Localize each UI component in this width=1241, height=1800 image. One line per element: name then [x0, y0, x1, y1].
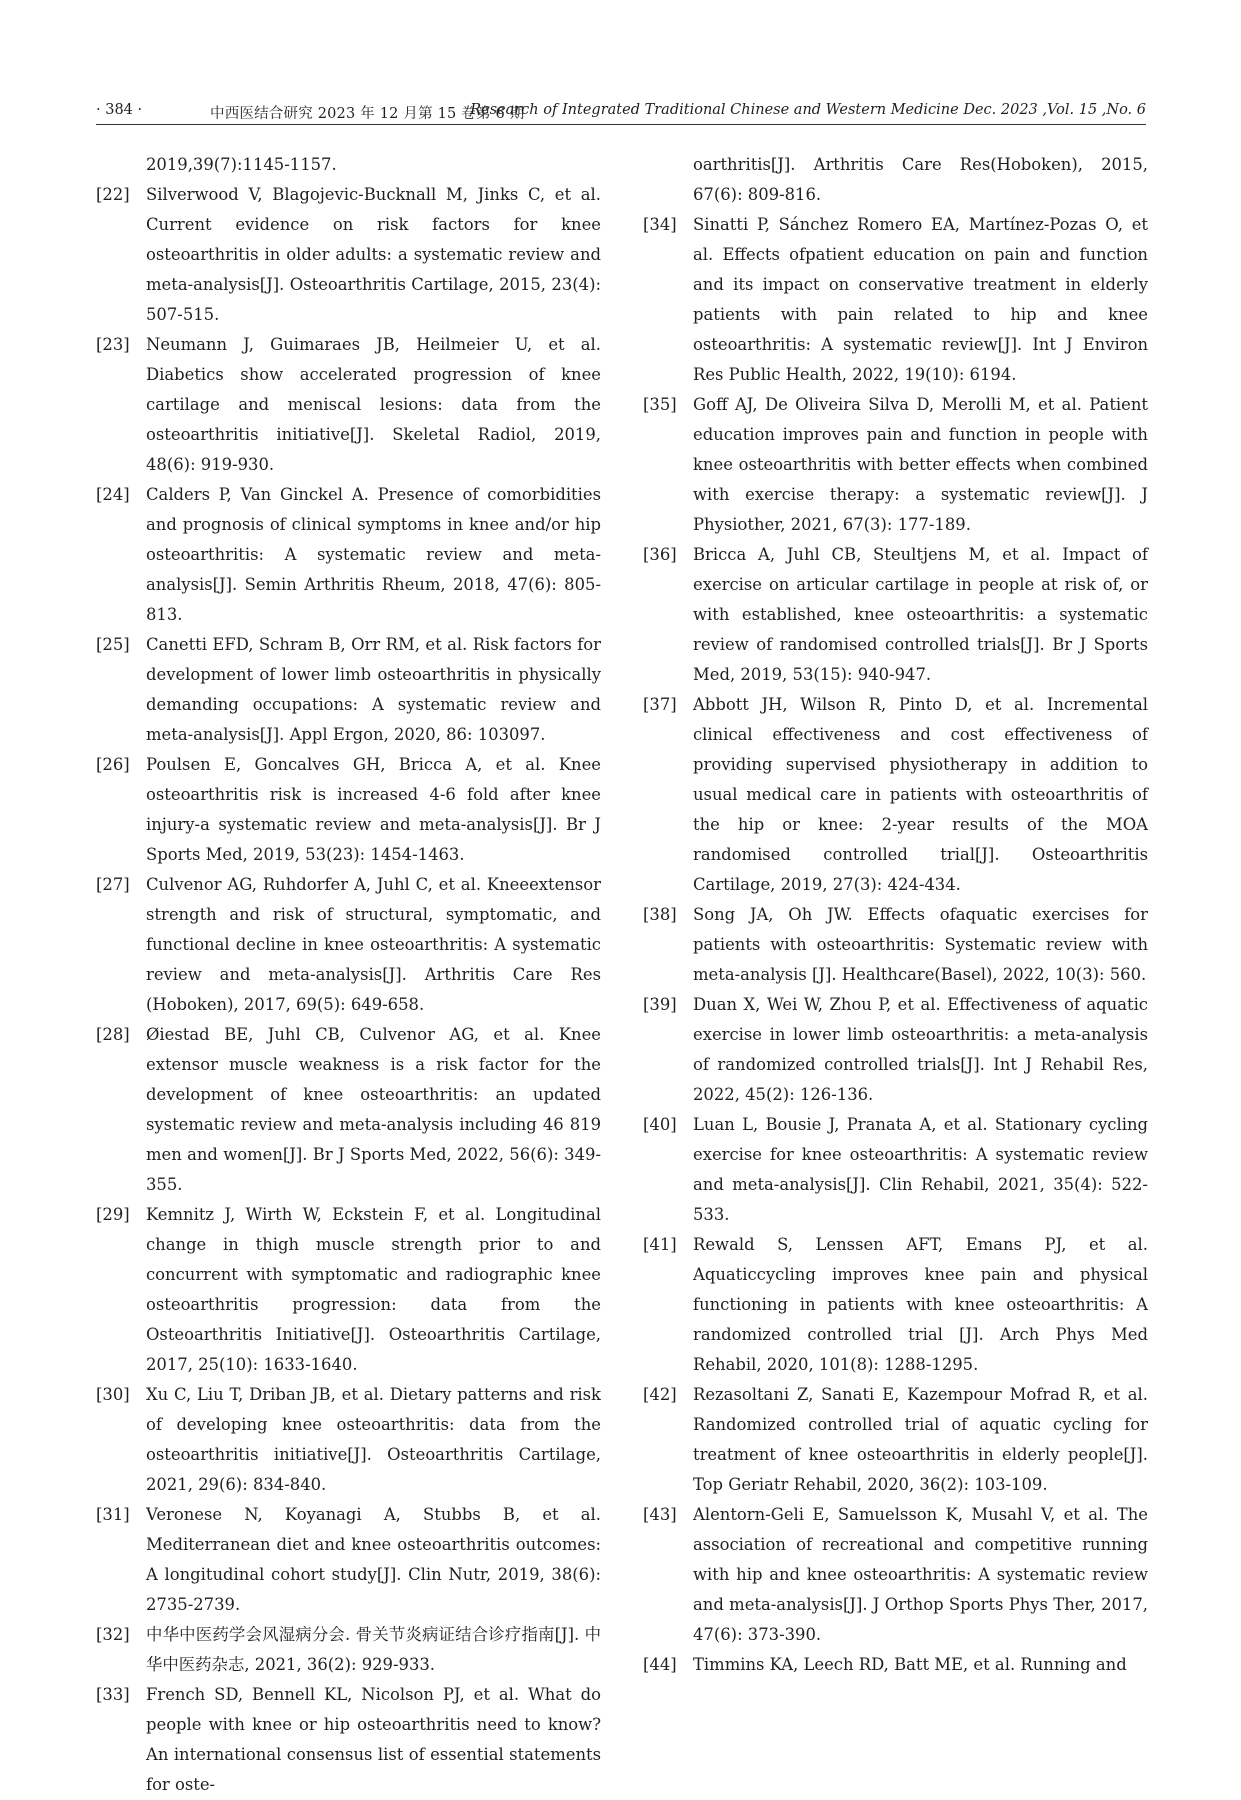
reference-column-left	[96, 150, 601, 1800]
reference-continuation: 2019,39(7):1145-1157.	[146, 155, 337, 174]
reference-text: Øiestad BE, Juhl CB, Culvenor AG, et al. Knee extensor muscle weakness is a risk factor for the development of knee osteoarthritis: an updated systematic review and meta-analysis including 46 819 men and women[J]. Br J Sports Med, 2022, 56(6): 349-355.	[146, 1025, 601, 1194]
reference-number: [22]	[96, 185, 130, 204]
reference-number: [37]	[643, 695, 677, 714]
reference-text: Alentorn-Geli E, Samuelsson K, Musahl V, et al. The association of recreational and competitive running with hip and knee osteoarthritis: A systematic review and meta-analysis[J]. J Orthop Sports Phys Ther, 2017, 47(6): 373-390.	[693, 1505, 1148, 1644]
reference-text: Luan L, Bousie J, Pranata A, et al. Stationary cycling exercise for knee osteoarthritis: A systematic review and meta-analysis[J]. Clin Rehabil, 2021, 35(4): 522-533.	[693, 1115, 1148, 1224]
reference-number: [26]	[96, 755, 130, 774]
reference-item	[96, 870, 601, 1020]
reference-text: Veronese N, Koyanagi A, Stubbs B, et al. Mediterranean diet and knee osteoarthritis outcomes: A longitudinal cohort study[J]. Clin Nutr, 2019, 38(6): 2735-2739.	[146, 1505, 601, 1614]
reference-number: [24]	[96, 485, 130, 504]
reference-item	[96, 1680, 601, 1800]
reference-item	[96, 1500, 601, 1620]
reference-item	[96, 180, 601, 330]
reference-number: [25]	[96, 635, 130, 654]
reference-item	[96, 1020, 601, 1200]
reference-number: [40]	[643, 1115, 677, 1134]
reference-number: [30]	[96, 1385, 130, 1404]
reference-number: [41]	[643, 1235, 677, 1254]
reference-continuation: oarthritis[J]. Arthritis Care Res(Hoboken), 2015, 67(6): 809-816.	[693, 155, 1148, 204]
reference-item	[96, 750, 601, 870]
reference-item	[643, 540, 1148, 690]
reference-item	[643, 1380, 1148, 1500]
reference-text: Song JA, Oh JW. Effects ofaquatic exercises for patients with osteoarthritis: Systematic review with meta-analysis [J]. Healthcare(Basel), 2022, 10(3): 560.	[693, 905, 1148, 984]
reference-text: Calders P, Van Ginckel A. Presence of comorbidities and prognosis of clinical symptoms in knee and/or hip osteoarthritis: A systematic review and meta-analysis[J]. Semin Arthritis Rheum, 2018, 47(6): 805-813.	[146, 485, 601, 624]
reference-text: Rewald S, Lenssen AFT, Emans PJ, et al. Aquaticcycling improves knee pain and physical functioning in patients with knee osteoarthritis: A randomized controlled trial [J]. Arch Phys Med Rehabil, 2020, 101(8): 1288-1295.	[693, 1235, 1148, 1374]
reference-item	[96, 480, 601, 630]
reference-item	[643, 690, 1148, 900]
journal-title-chinese: 中西医结合研究 2023 年 12 月第 15 卷第 6 期	[210, 106, 525, 122]
reference-number: [33]	[96, 1685, 130, 1704]
reference-text: Duan X, Wei W, Zhou P, et al. Effectiveness of aquatic exercise in lower limb osteoarthritis: a meta-analysis of randomized controlled trials[J]. Int J Rehabil Res, 2022, 45(2): 126-136.	[693, 995, 1148, 1104]
reference-text: Canetti EFD, Schram B, Orr RM, et al. Risk factors for development of lower limb osteoarthritis in physically demanding occupations: A systematic review and meta-analysis[J]. Appl Ergon, 2020, 86: 103097.	[146, 635, 601, 744]
reference-number: [38]	[643, 905, 677, 924]
reference-text: Silverwood V, Blagojevic-Bucknall M, Jinks C, et al. Current evidence on risk factors for knee osteoarthritis in older adults: a systematic review and meta-analysis[J]. Osteoarthritis Cartilage, 2015, 23(4): 507-515.	[146, 185, 601, 324]
reference-number: [34]	[643, 215, 677, 234]
reference-item	[96, 1200, 601, 1380]
page-number: · 384 ·	[96, 102, 143, 118]
reference-text: 中华中医药学会风湿病分会. 骨关节炎病证结合诊疗指南[J]. 中华中医药杂志, 2021, 36(2): 929-933.	[146, 1625, 601, 1674]
reference-number: [44]	[643, 1655, 677, 1674]
reference-item	[643, 900, 1148, 990]
reference-number: [43]	[643, 1505, 677, 1524]
reference-text: Timmins KA, Leech RD, Batt ME, et al. Running and	[693, 1655, 1127, 1674]
running-header	[96, 100, 1146, 125]
reference-item	[96, 330, 601, 480]
reference-text: French SD, Bennell KL, Nicolson PJ, et al. What do people with knee or hip osteoarthritis need to know? An international consensus list of essential statements for oste-	[146, 1685, 601, 1794]
reference-number: [39]	[643, 995, 677, 1014]
reference-text: Culvenor AG, Ruhdorfer A, Juhl C, et al. Kneeextensor strength and risk of structural, symptomatic, and functional decline in knee osteoarthritis: A systematic review and meta-analysis[J]. Arthritis Care Res (Hoboken), 2017, 69(5): 649-658.	[146, 875, 601, 1014]
journal-title-english: Research of Integrated Traditional Chinese and Western Medicine Dec. 2023 ,Vol. 15 ,No. 6	[470, 102, 1146, 118]
reference-item	[643, 1500, 1148, 1650]
reference-number: [36]	[643, 545, 677, 564]
reference-number: [42]	[643, 1385, 677, 1404]
reference-item	[643, 390, 1148, 540]
reference-text: Sinatti P, Sánchez Romero EA, Martínez-Pozas O, et al. Effects ofpatient education on pain and function and its impact on conservative treatment in elderly patients with pain related to hip and knee osteoarthritis: A systematic review[J]. Int J Environ Res Public Health, 2022, 19(10): 6194.	[693, 215, 1148, 384]
reference-text: Goff AJ, De Oliveira Silva D, Merolli M, et al. Patient education improves pain and function in people with knee osteoarthritis with better effects when combined with exercise therapy: a systematic review[J]. J Physiother, 2021, 67(3): 177-189.	[693, 395, 1148, 534]
reference-text: Abbott JH, Wilson R, Pinto D, et al. Incremental clinical effectiveness and cost effectiveness of providing supervised physiotherapy in addition to usual medical care in patients with osteoarthritis of the hip or knee: 2-year results of the MOA randomised controlled trial[J]. Osteoarthritis Cartilage, 2019, 27(3): 424-434.	[693, 695, 1148, 894]
reference-text: Bricca A, Juhl CB, Steultjens M, et al. Impact of exercise on articular cartilage in people at risk of, or with established, knee osteoarthritis: a systematic review of randomised controlled trials[J]. Br J Sports Med, 2019, 53(15): 940-947.	[693, 545, 1148, 684]
reference-text: Poulsen E, Goncalves GH, Bricca A, et al. Knee osteoarthritis risk is increased 4-6 fold after knee injury-a systematic review and meta-analysis[J]. Br J Sports Med, 2019, 53(23): 1454-1463.	[146, 755, 601, 864]
reference-item	[96, 1620, 601, 1680]
reference-number: [28]	[96, 1025, 130, 1044]
reference-text: Kemnitz J, Wirth W, Eckstein F, et al. Longitudinal change in thigh muscle strength prior to and concurrent with symptomatic and radiographic knee osteoarthritis progression: data from the Osteoarthritis Initiative[J]. Osteoarthritis Cartilage, 2017, 25(10): 1633-1640.	[146, 1205, 601, 1374]
reference-text: Rezasoltani Z, Sanati E, Kazempour Mofrad R, et al. Randomized controlled trial of aquatic cycling for treatment of knee osteoarthritis in elderly people[J]. Top Geriatr Rehabil, 2020, 36(2): 103-109.	[693, 1385, 1148, 1494]
reference-item	[96, 630, 601, 750]
reference-column-right	[643, 150, 1148, 1680]
reference-number: [31]	[96, 1505, 130, 1524]
reference-number: [23]	[96, 335, 130, 354]
reference-number: [32]	[96, 1625, 130, 1644]
reference-number: [35]	[643, 395, 677, 414]
reference-item	[643, 1650, 1148, 1680]
reference-text: Xu C, Liu T, Driban JB, et al. Dietary patterns and risk of developing knee osteoarthritis: data from the osteoarthritis initiative[J]. Osteoarthritis Cartilage, 2021, 29(6): 834-840.	[146, 1385, 601, 1494]
reference-item	[96, 1380, 601, 1500]
reference-text: Neumann J, Guimaraes JB, Heilmeier U, et al. Diabetics show accelerated progression of knee cartilage and meniscal lesions: data from the osteoarthritis initiative[J]. Skeletal Radiol, 2019, 48(6): 919-930.	[146, 335, 601, 474]
reference-item	[643, 990, 1148, 1110]
reference-item	[643, 1110, 1148, 1230]
reference-item	[643, 210, 1148, 390]
reference-number: [27]	[96, 875, 130, 894]
reference-item	[643, 1230, 1148, 1380]
reference-number: [29]	[96, 1205, 130, 1224]
